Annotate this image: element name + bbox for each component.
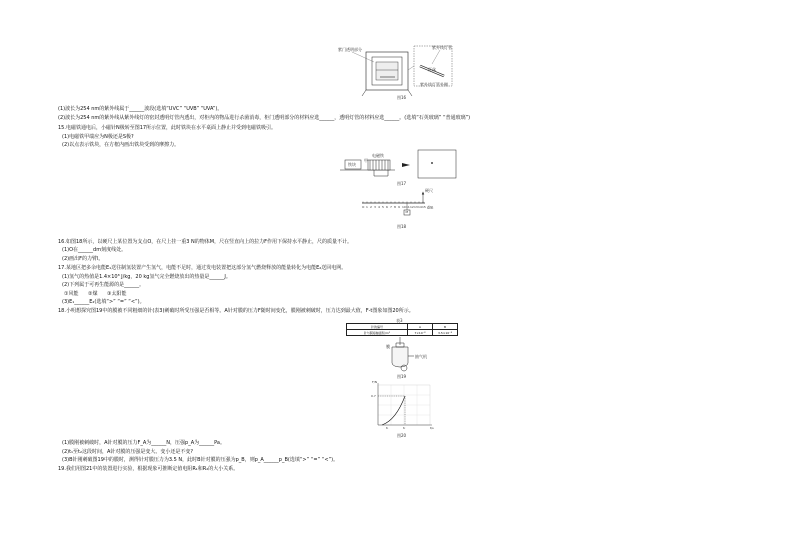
fig19-membrane-label: 膜: [386, 344, 390, 349]
answer-box: [418, 150, 456, 178]
q16-part1: (1)O在______dm刻度线处。: [62, 247, 127, 253]
fig18-unit: dm: [427, 205, 434, 210]
compass-needle: [402, 163, 410, 167]
fig19-pump-label: 抽气机: [415, 354, 427, 359]
ruler-tick-label: 13: [414, 205, 418, 209]
q16-part2: (2)画出F的力臂l。: [62, 256, 104, 262]
q17-part2: (2)下列属于可再生能源的是______。: [62, 282, 145, 288]
ruler-tick-label: O: [362, 205, 365, 209]
q18-part1: (1)膜刚被刺破时，A针对膜的压力F_A为______N，压强p_A为______Pa。: [62, 440, 225, 446]
fig20-xtick-t1: t₁: [386, 426, 389, 430]
fig17-magnet-label: 电磁铁: [372, 153, 384, 158]
ruler-tick-label: 3: [374, 205, 376, 209]
table3: [346, 323, 458, 336]
q15-part2: (2)以点表示铁块，在方框内画出铁块受到的摩擦力。: [62, 142, 180, 148]
ruler-tick-label: 12: [410, 205, 414, 209]
fig17-caption: 图17: [397, 181, 407, 186]
q18-part2: (2)t₁至t₂这段时间，A针对膜的压强是变大、变小还是不变?: [62, 449, 194, 455]
ruler-tick-label: 7: [390, 205, 392, 209]
fig16-tube-label: 紫外线灯管: [432, 45, 452, 50]
ruler-tick-label: 2: [370, 205, 372, 209]
fig19-apparatus: [392, 337, 414, 371]
fig20-yval: 0.7: [371, 394, 376, 398]
fig16-inner-label: 灯丝: [428, 67, 436, 72]
table3-header-1: A: [408, 324, 433, 330]
table3-value-a: 7×10⁻⁸: [408, 330, 433, 336]
q14-part1: (1)波长为254 nm的紫外线属于______波段(选填“UVC” “UVB” “UVA”)。: [58, 106, 223, 112]
fig20-ylabel: F/N: [372, 380, 377, 384]
ruler-tick-label: 9: [398, 205, 400, 209]
q18-stem: 18.小明想探究图19中的膜被不同粗细的针(表3)刺破时所受压强是否相等。A针对膜的压力F随时间变化，膜刚被刺破时，压力达到最大值，F-t图象如图20所示。: [58, 308, 414, 314]
q17-part3: (3)E₁______E₂(选填“>” “=” “<”)。: [62, 299, 145, 305]
fig18-caption: 图18: [397, 224, 407, 229]
table3-title: 表3: [396, 318, 403, 323]
q17-part1: (1)氢气的热值是1.4×10⁸ J/kg，20 kg氢气完全燃烧放出的热量是______J。: [62, 274, 231, 280]
block-dot: [431, 162, 433, 164]
q14-part2: (2)波长为254 nm的紫外线从紫外线灯的密封透明灯管内透出，对柜内的物品进行杀菌消毒，柜门透明部分的材料应选______，透明灯管的材料应选______。(选填“石英玻璃” “普通玻璃”): [58, 115, 471, 121]
tube-detail-box: [414, 46, 452, 86]
ruler-tick-label: 5: [382, 205, 384, 209]
fig20-graph: [378, 383, 432, 425]
table3-header-0: 针的编号: [347, 324, 408, 330]
fig17-jia-label: 甲: [364, 158, 368, 163]
fig16-side-label: 紫外线灯管外侧: [420, 82, 448, 87]
ruler-tick-label: 6: [386, 205, 388, 209]
fig20-caption: 图20: [397, 433, 407, 438]
fig20-xlabel: t/s: [430, 426, 434, 430]
table3-row-label: 针与膜接触面积/m²: [347, 330, 408, 336]
force-curve: [382, 396, 405, 425]
q16-stem: 16.如图18所示，以硬尺上某位置为支点O，在尺上挂一重3 N的物体M，尺在竖直向上的拉力F作用下保持水平静止，尺的质量不计。: [58, 239, 352, 245]
q17-stem: 17.某地区把多余电能E₁送往制氢装置产生氢气，电能不足时，通过发电装置把这部分氢气燃烧释放的能量转化为电能E₂送回电网。: [58, 265, 347, 271]
fig18-m-label: M: [405, 210, 409, 214]
fig18-ruler-label: 硬尺: [425, 188, 433, 193]
fig16-door-label: 紫门透明部分: [338, 47, 362, 52]
table3-value-b: 3.5×10⁻⁸: [433, 330, 458, 336]
electromagnet-coil: [368, 160, 390, 176]
fig16-caption: 图16: [397, 95, 407, 100]
table3-header-2: B: [433, 324, 458, 330]
ruler-tick-label: 10: [402, 205, 406, 209]
ruler-tick-label: 1: [366, 205, 368, 209]
ruler-tick-label: 11: [406, 205, 410, 209]
ruler-tick-label: 14: [418, 205, 422, 209]
fig19-caption: 图19: [397, 374, 407, 379]
fig20-xtick-t2: t₂: [403, 426, 406, 430]
fig17-block-label: 铁块: [348, 162, 356, 167]
ruler-tick-label: 4: [378, 205, 380, 209]
q15-stem: 15.电磁铁通电后，小磁针N极转至图17所示位置，此时铁块在水平桌面上静止并受到电磁铁吸引。: [58, 125, 277, 131]
q17-options: ①风能 ②煤 ③太阳能: [64, 291, 127, 297]
q15-part1: (1)电磁铁甲端应为N极还是S极?: [62, 134, 134, 140]
q19-stem: 19.我们用图21中的装置进行实验，根据现象可推断定值电阻R₁和R₂的大小关系。: [58, 466, 239, 472]
ruler-tick-label: 8: [394, 205, 396, 209]
ruler-tick-label: 15: [422, 205, 426, 209]
q18-part3: (3)B针刚刺破图19中的膜时，测得针对膜压力为3.5 N，此时B针对膜的压强为p_B，则p_A______p_B(选填“>” “=” “<”)。: [62, 457, 339, 463]
